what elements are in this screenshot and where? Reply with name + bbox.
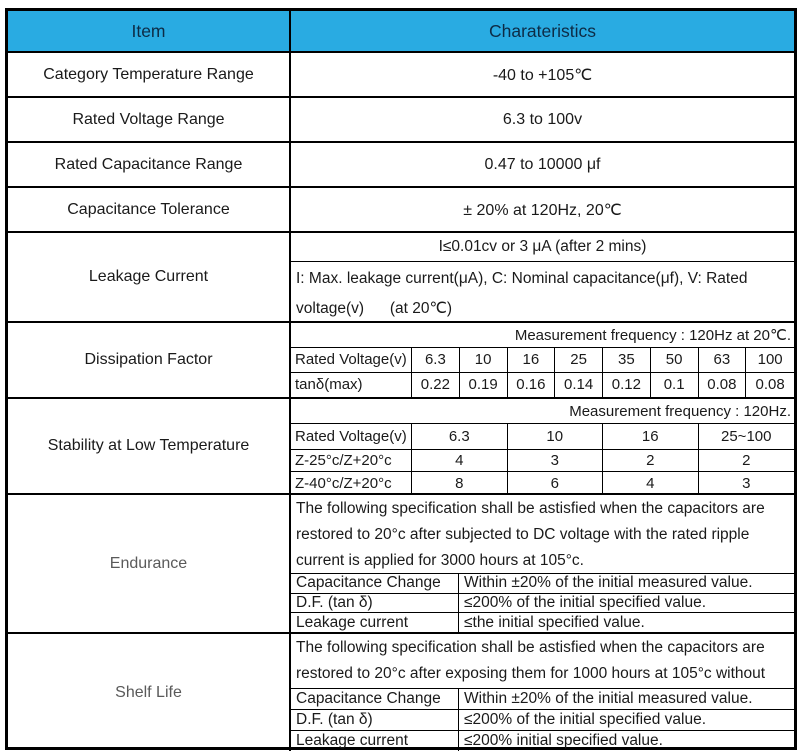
row-capacitance-tolerance (8, 186, 794, 231)
dissipation-tan-value: 0.16 (508, 373, 556, 398)
dissipation-tan-value: 0.12 (603, 373, 651, 398)
dissipation-voltage: 50 (651, 348, 699, 373)
stability-z40-value: 3 (742, 474, 751, 492)
leakage-description-line1: I: Max. leakage current(μA), C: Nominal capacitance(μf), V: Rated (296, 270, 748, 287)
row-leakage-current (8, 231, 794, 321)
leakage-formula: I≤0.01cv or 3 μA (after 2 mins) (291, 233, 794, 262)
row-endurance (8, 493, 794, 632)
capacitor-spec-table (5, 8, 797, 750)
shelf-life-row-value: Within ±20% of the initial measured value. (464, 690, 753, 707)
dissipation-tan-value: 0.22 (412, 373, 460, 398)
stability-voltage-row-label: Rated Voltage(v) (291, 424, 412, 450)
row-value: 0.47 to 10000 μf (484, 155, 601, 173)
leakage-description-line2: voltage(v) (at 20℃) (296, 300, 453, 317)
endurance-description: The following specification shall be astisfied when the capacitors are restored to 20°c after subjected to DC voltage with the rated ripple current is applied for 3000 hours at 105°c. (291, 495, 794, 574)
row-label: Dissipation Factor (8, 323, 291, 397)
stability-voltage: 10 (508, 424, 604, 450)
stability-voltage: 16 (603, 424, 699, 450)
stability-voltage: 25~100 (699, 424, 795, 450)
endurance-row-label: Capacitance Change (291, 574, 459, 593)
dissipation-measurement-note: Measurement frequency : 120Hz at 20℃. (291, 323, 794, 348)
dissipation-voltage: 10 (460, 348, 508, 373)
stability-z25-value: 2 (603, 450, 699, 472)
dissipation-sub-table (291, 348, 794, 397)
table-row (291, 689, 794, 710)
row-rated-capacitance-range (8, 141, 794, 186)
row-label: Capacitance Tolerance (8, 188, 291, 231)
table-row (291, 613, 794, 632)
shelf-life-row-label: Leakage current (291, 731, 459, 751)
stability-z25-value: 2 (699, 450, 795, 472)
shelf-life-row-value: ≤200% initial specified value. (464, 732, 663, 749)
row-label: Stability at Low Temperature (8, 399, 291, 493)
stability-z25-value: 3 (508, 450, 604, 472)
endurance-row-value: ≤the initial specified value. (464, 613, 645, 631)
endurance-row-value: Within ±20% of the initial measured value. (464, 574, 753, 592)
row-rated-voltage-range (8, 96, 794, 141)
dissipation-voltage: 63 (699, 348, 747, 373)
row-stability-low-temperature (8, 397, 794, 493)
shelf-life-row-value: ≤200% of the initial specified value. (464, 711, 707, 728)
table-row (291, 710, 794, 731)
stability-sub-table (291, 424, 794, 494)
shelf-life-row-label: Capacitance Change (291, 689, 459, 709)
stability-z40-value: 4 (603, 472, 699, 494)
stability-z40-value: 8 (412, 472, 508, 494)
dissipation-voltage: 16 (508, 348, 556, 373)
shelf-life-row-label: D.F. (tan δ) (291, 710, 459, 730)
header-characteristics: Charateristics (291, 11, 794, 51)
dissipation-tan-value: 0.14 (555, 373, 603, 398)
endurance-row-label: Leakage current (291, 613, 459, 632)
endurance-sub-table (291, 574, 794, 632)
row-label: Rated Voltage Range (8, 98, 291, 141)
table-row (291, 594, 794, 614)
row-value: -40 to +105℃ (492, 66, 593, 84)
leakage-description (291, 262, 794, 324)
dissipation-tan-row-label: tanδ(max) (291, 373, 412, 398)
endurance-row-value: ≤200% of the initial specified value. (464, 594, 707, 611)
dissipation-tan-value: 0.19 (460, 373, 508, 398)
row-value: 6.3 to 100v (502, 110, 583, 128)
stability-z25-label: Z-25°c/Z+20°c (291, 450, 412, 472)
stability-measurement-note: Measurement frequency : 120Hz. (291, 399, 794, 424)
table-row (291, 731, 794, 751)
stability-voltage: 6.3 (412, 424, 508, 450)
dissipation-voltage: 25 (555, 348, 603, 373)
dissipation-voltage-row-label: Rated Voltage(v) (291, 348, 412, 373)
stability-z25-value: 4 (412, 450, 508, 472)
stability-z40-label: Z-40°c/Z+20°c (291, 472, 412, 494)
dissipation-tan-value: 0.1 (651, 373, 699, 398)
table-row (291, 574, 794, 594)
row-label: Leakage Current (8, 233, 291, 321)
row-shelf-life (8, 632, 794, 751)
row-category-temperature-range (8, 51, 794, 96)
dissipation-voltage: 100 (746, 348, 794, 373)
row-label: Endurance (8, 495, 291, 632)
row-label: Shelf Life (8, 634, 291, 751)
dissipation-tan-value: 0.08 (755, 376, 785, 394)
header-item: Item (8, 11, 291, 51)
endurance-row-label: D.F. (tan δ) (291, 594, 459, 613)
row-label: Category Temperature Range (8, 53, 291, 96)
dissipation-tan-value: 0.08 (699, 373, 747, 398)
row-label: Rated Capacitance Range (8, 143, 291, 186)
shelf-life-sub-table (291, 689, 794, 751)
shelf-life-description: The following specification shall be astisfied when the capacitors are restored to 20°c after exposing them for 1000 hours at 105°c without (291, 634, 794, 689)
dissipation-voltage: 35 (603, 348, 651, 373)
stability-z40-value: 6 (508, 472, 604, 494)
dissipation-voltage: 6.3 (412, 348, 460, 373)
row-value: ± 20% at 120Hz, 20℃ (463, 201, 622, 219)
row-dissipation-factor (8, 321, 794, 397)
table-header-row (8, 11, 794, 51)
